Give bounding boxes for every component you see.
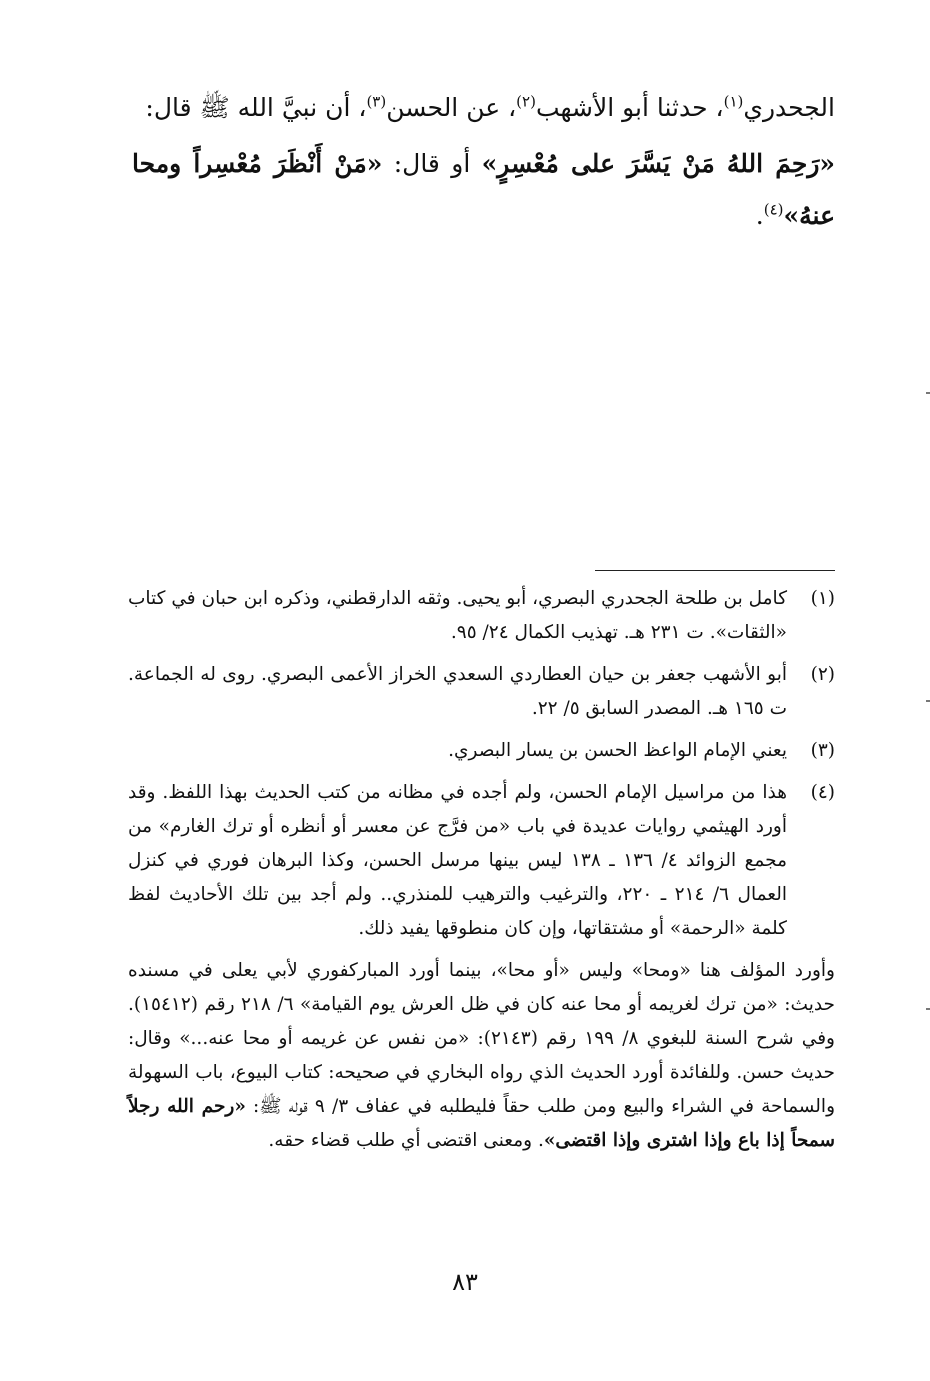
main-line-part: ، أن نبيَّ الله ﷺ قال:: [145, 93, 367, 122]
footnote-number: (٢): [810, 664, 835, 685]
scan-edge-mark: [926, 392, 930, 394]
footnote-ref-1[interactable]: (١): [723, 92, 744, 111]
main-line-part: الجحدري: [743, 93, 835, 122]
footnote-ref-2[interactable]: (٢): [516, 92, 536, 111]
hadith-text-2: «مَنْ أَنْظَرَ مُعْسِراً ومحا عنهُ»: [132, 149, 835, 230]
footnote-4-continued: [128, 954, 835, 1158]
footnote-text: كامل بن طلحة الجحدري البصري، أبو يحيى. وثقه الدارقطني، وذكره ابن حبان في كتاب «الثقات». ت ٢٣١ هـ. تهذيب الكمال ٢٤/ ٩٥.: [128, 588, 787, 643]
footnote-1: [128, 582, 835, 650]
footnote-text: أبو الأشهب جعفر بن حيان العطاردي السعدي الخراز الأعمى البصري. روى له الجماعة. ت ١٦٥ هـ. المصدر السابق ٥/ ٢٢.: [128, 664, 787, 719]
footnote-number: (٤): [810, 782, 835, 803]
main-text: [132, 82, 835, 242]
main-line-part: ، عن الحسن: [386, 93, 517, 122]
footnote-number: (١): [810, 588, 835, 609]
footnote-end-text: . ومعنى اقتضى أي طلب قضاء حقه.: [268, 1130, 544, 1151]
footnotes: [128, 582, 835, 1158]
page-number: ٨٣: [452, 1268, 478, 1296]
main-line-part: ، حدثنا أبو الأشهب: [535, 93, 724, 122]
main-paragraph-2: [132, 138, 835, 242]
footnote-text: يعني الإمام الواعظ الحسن بن يسار البصري.: [448, 740, 787, 761]
footnote-2: [128, 658, 835, 726]
or-said-text: أو قال:: [382, 149, 482, 178]
main-paragraph-1: [132, 82, 835, 134]
footnote-ref-4[interactable]: (٤): [763, 200, 784, 219]
footnote-number: (٣): [810, 740, 835, 761]
footnote-3: [128, 734, 835, 768]
scan-edge-mark: [926, 1008, 930, 1010]
footnote-text: هذا من مراسيل الإمام الحسن، ولم أجده في مظانه من كتب الحديث بهذا اللفظ. وقد أورد الهيثمي روايات عديدة في باب «من فرَّج عن معسر أو أنظره أو ترك الغارم» من مجمع الزوائد ٤/ ١٣٦ ـ ١٣٨ ليس بينها مرسل الحسن، وكذا البرهان فوري في كنزل العمال ٦/ ٢١٤ ـ ٢٢٠، والترغيب والترهيب للمنذري.. ولم أجد بين تلك الأحاديث لفظ كلمة «الرحمة» أو مشتقاتها، وإن كان منطوقها يفيد ذلك.: [128, 782, 787, 939]
footnote-ref-3[interactable]: (٣): [366, 92, 387, 111]
footnote-continued-text: وأورد المؤلف هنا «ومحا» وليس «أو محا»، بينما أورد المباركفوري لأبي يعلى في مسنده حديث: «من ترك لغريمه أو محا عنه كان في ظل العرش يوم القيامة» ٦/ ٢١٨ رقم (١٥٤١٢). وفي شرح السنة للبغوي ٨/ ١٩٩ رقم (٢١٤٣): «من نفس عن غريمه أو محا عنه...» وقال: حديث حسن. وللفائدة أورد الحديث الذي رواه البخاري في صحيحه: كتاب البيوع، باب السهولة والسماحة في الشراء والبيع ومن طلب حقاً فليطلبه في عفاف ٣/ ٩ قوله ﷺ:: [128, 960, 835, 1117]
footnote-separator: [595, 570, 835, 571]
end-punctuation: .: [755, 201, 764, 230]
footnote-bold-quote: «رحم الله رجلاً سمحاً إذا باع وإذا اشترى وإذا اقتضى»: [128, 1096, 835, 1151]
hadith-text-1: «رَحِمَ اللهُ مَنْ يَسَّرَ على مُعْسِرٍ»: [481, 149, 836, 178]
footnote-4: [128, 776, 835, 946]
scan-edge-mark: [926, 700, 930, 702]
